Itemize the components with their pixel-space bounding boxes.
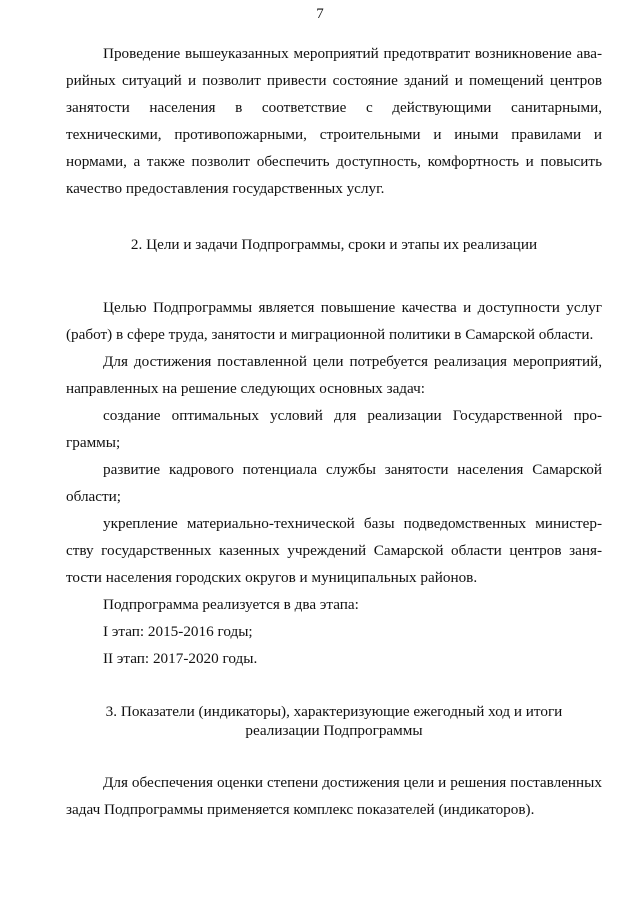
goal-paragraph: Целью Подпрограммы является повышение качества и доступности услуг (работ) в сфере труда, занятости и миграционной политики в Самарской области. — [66, 299, 602, 343]
indicators-paragraph: Для обеспечения оценки степени достижения цели и решения поставленных задач Подпрограммы применяется комплекс показателей (индикаторов). — [66, 774, 602, 818]
section-2-heading: 2. Цели и задачи Подпрограммы, сроки и этапы их реализации — [130, 236, 538, 253]
intro-paragraph: Проведение вышеуказанных мероприятий предотвратит возникновение аварийных ситуаций и позволит привести состояние зданий и помещений центров занятости населения в соответствие с действующими санитарными, техническими, противопожарными, строительными и иными правилами и нормами, а также позволит обеспечить доступность, комфортность и повысить качество предоставления государственных услуг. — [66, 45, 602, 197]
task-item: укрепление материально-технической базы подведомственных министерству государственных казенных учреждений Самарской области центров занятости населения городских округов и муниципальных районов. — [66, 515, 602, 586]
stages-intro-paragraph: Подпрограмма реализуется в два этапа: — [103, 596, 359, 613]
page-number: 7 — [316, 6, 324, 22]
task-item: развитие кадрового потенциала службы занятости населения Самарской области; — [66, 461, 602, 505]
section-3-heading-line-2: реализации Подпрограммы — [245, 722, 423, 739]
stage-item: II этап: 2017-2020 годы. — [103, 650, 258, 667]
tasks-intro-paragraph: Для достижения поставленной цели потребуется реализация мероприятий, направленных на решение следующих основных задач: — [66, 353, 602, 397]
section-3-heading-line-1: 3. Показатели (индикаторы), характеризующие ежегодный ход и итоги — [105, 703, 563, 720]
stage-item: I этап: 2015-2016 годы; — [103, 623, 253, 640]
document-body — [66, 40, 602, 823]
task-item: создание оптимальных условий для реализации Государственной программы; — [66, 407, 602, 451]
